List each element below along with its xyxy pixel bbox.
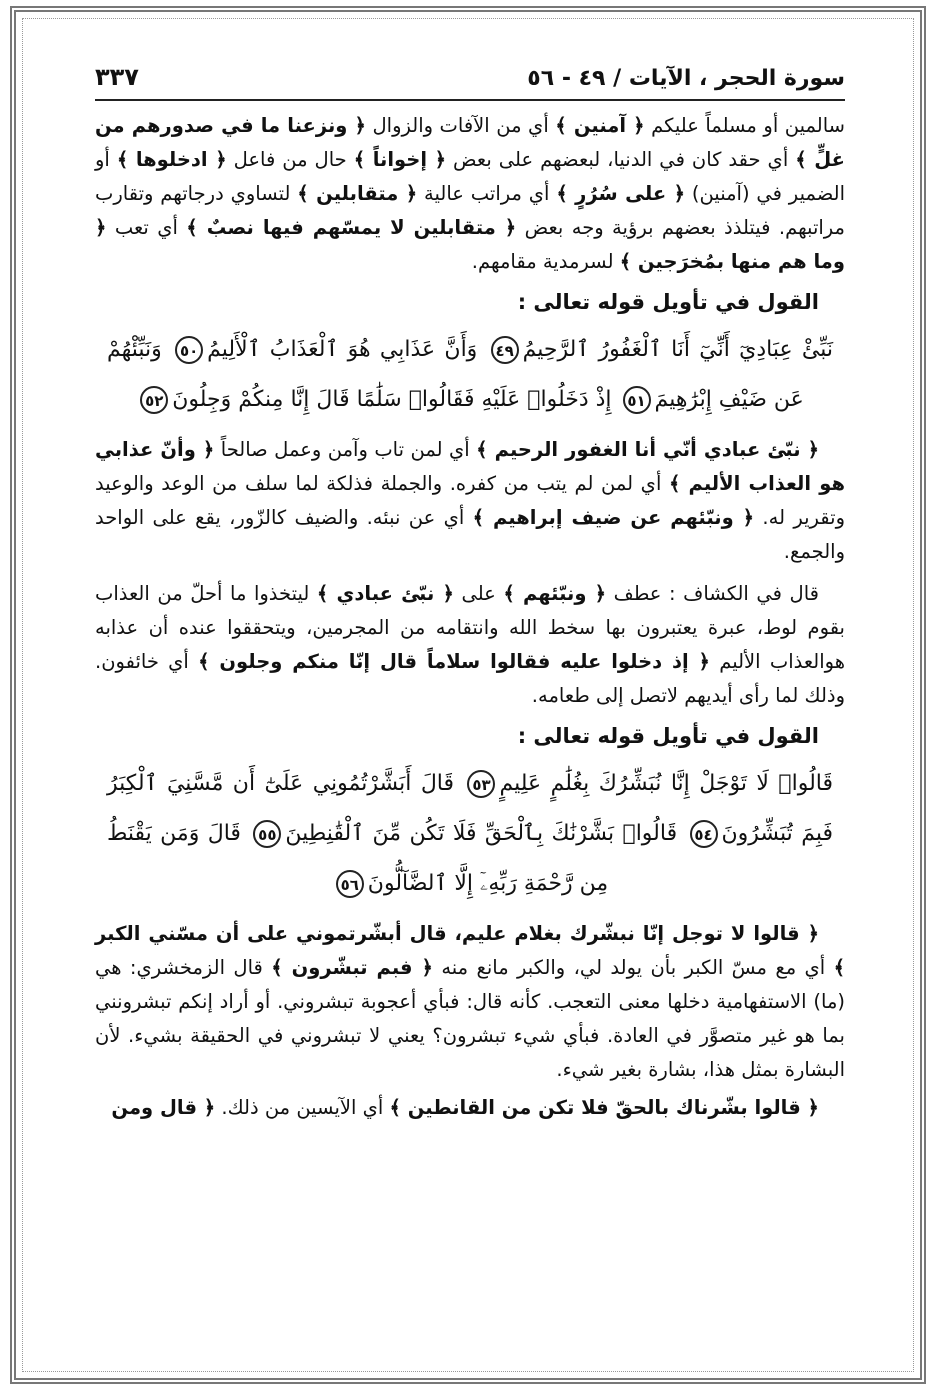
commentary-text: أي تعب	[106, 216, 187, 239]
commentary-text: أي مع مسّ الكبر بأن يولد لي، والكبر مانع منه	[432, 956, 834, 979]
verse-number-marker: ٥٥	[253, 820, 281, 848]
commentary-text: أي لمن تاب وآمن وعمل صالحاً	[214, 438, 477, 461]
quran-quote: ﴿ قال ومن	[111, 1096, 216, 1119]
quran-quote: ﴿ وما هم منها بمُخرَجين ﴾	[95, 216, 845, 273]
quran-quote: ﴿ إخواناً ﴾	[353, 148, 447, 171]
surah-title: سورة الحجر ، الآيات / ٤٩ - ٥٦	[527, 66, 845, 91]
verse-text: قَالَ أَبَشَّرْتُمُونِي عَلَىٰٓ أَن مَّسَّنِيَ ٱلْكِبَرُ فَبِمَ تُبَشِّرُونَ	[107, 771, 833, 846]
verse-number-marker: ٥٢	[140, 386, 168, 414]
verse-number-marker: ٥٤	[690, 820, 718, 848]
quran-quote: ﴿ فبم تبشّرون ﴾	[271, 956, 433, 979]
commentary-text: حال من فاعل	[226, 148, 354, 171]
quran-quote: ﴿ نبّئ عبادي أنّي أنا الغفور الرحيم ﴾	[476, 438, 820, 461]
page-number: ٣٣٧	[95, 63, 139, 91]
verse-number-marker: ٤٩	[491, 336, 519, 364]
quran-quote: ﴿ آمنين ﴾	[555, 114, 645, 137]
quran-quote: ﴿ نبّئ عبادي ﴾	[316, 582, 454, 605]
verse-text: قَالُوا۟ لَا تَوْجَلْ إِنَّا نُبَشِّرُكَ بِغُلَٰمٍ عَلِيمٍ	[499, 771, 834, 796]
verse-text: قَالُوا۟ بَشَّرْنَٰكَ بِٱلْحَقِّ فَلَا تَكُن مِّنَ ٱلْقَٰنِطِينَ	[285, 821, 678, 846]
quran-quote: ﴿ قالوا بشّرناك بالحقّ فلا تكن من القانطين ﴾	[389, 1096, 819, 1119]
commentary-text: لسرمدية مقامهم.	[471, 250, 620, 273]
commentary-text: سالمين أو مسلماً عليكم	[644, 114, 845, 137]
commentary-text: قال الزمخشري: هي (ما) الاستفهامية دخلها معنى التعجب. كأنه قال: فبأي أعجوبة تبشروني. أو أراد إنكم تبشرونني بما هو غير متصوَّر في العادة. فبأي شيء تبشرون؟ يعني لا تبشروني في الحقيقة بشيء. لأن البشارة بمثل هذا، بشارة بغير شيء.	[95, 956, 845, 1081]
paragraph-4	[95, 917, 845, 1087]
quran-quote: ﴿ إذ دخلوا عليه فقالوا سلاماً قال إنّا منكم وجلون ﴾	[198, 650, 710, 673]
quran-quote: ﴿ متقابلين لا يمسّهم فيها نصبٌ ﴾	[186, 216, 517, 239]
book-page	[95, 55, 845, 1133]
verse-number-marker: ٥١	[623, 386, 651, 414]
commentary-text: أي خائفون. وذلك لما رأى أيديهم لاتصل إلى طعامه.	[95, 650, 845, 707]
quran-quote: ﴿ ونبّئهم عن ضيف إبراهيم ﴾	[472, 506, 755, 529]
quran-quote: ﴿ ادخلوها ﴾	[116, 148, 227, 171]
paragraph-1	[95, 109, 845, 279]
commentary-text: أي حقد كان في الدنيا، لبعضهم على بعض	[446, 148, 796, 171]
verse-number-marker: ٥٠	[175, 336, 203, 364]
paragraph-5	[95, 1091, 845, 1125]
commentary-text: أو الضمير في (آمنين)	[95, 148, 845, 205]
commentary-text: على	[453, 582, 504, 605]
verse-text: وَأَنَّ عَذَابِي هُوَ ٱلْعَذَابُ ٱلْأَلِيمُ	[207, 337, 478, 362]
commentary-text: قال في الكشاف : عطف	[606, 582, 819, 605]
verse-text: وَنَبِّئْهُمْ عَن ضَيْفِ إِبْرَٰهِيمَ	[107, 337, 804, 412]
quran-quote: ﴿ ونزعنا ما في صدورهم من غلٍّ ﴾	[95, 114, 845, 171]
commentary-text: أي من الآفات والزوال	[365, 114, 556, 137]
verse-text: قَالَ وَمَن يَقْنَطُ مِن رَّحْمَةِ رَبِّهِۦٓ إِلَّا ٱلضَّآلُّونَ	[107, 821, 609, 896]
commentary-text: لتساوي درجاتهم وتقارب مراتبهم. فيتلذذ بعضهم برؤية وجه بعض	[95, 182, 845, 239]
commentary-text: أي مراتب عالية	[417, 182, 557, 205]
verse-text: نَبِّئْ عِبَادِيٓ أَنِّيٓ أَنَا ٱلْغَفُورُ ٱلرَّحِيمُ	[522, 337, 834, 362]
verse-text: إِذْ دَخَلُوا۟ عَلَيْهِ فَقَالُوا۟ سَلَٰمًا قَالَ إِنَّا مِنكُمْ وَجِلُونَ	[172, 387, 612, 412]
commentary-text: ليتخذوا ما أحلّ من العذاب بقوم لوط، عبرة يعتبرون بها سخط الله وانتقامه من المجرمين، ويتحققوا عنده أن عذابه هوالعذاب الأليم	[95, 582, 845, 673]
quran-verses-2	[107, 759, 833, 909]
commentary-text: أي عن نبئه. والضيف كالزّور، يقع على الواحد والجمع.	[95, 506, 845, 563]
paragraph-2	[95, 433, 845, 569]
section-heading-1: القول في تأويل قوله تعالى :	[517, 290, 819, 314]
quran-quote: ﴿ على سُرُرٍ ﴾	[556, 182, 686, 205]
quran-verses-1	[107, 325, 833, 425]
paragraph-3	[95, 577, 845, 713]
quran-quote: ﴿ متقابلين ﴾	[297, 182, 418, 205]
commentary-text: أي الآيسين من ذلك.	[215, 1096, 390, 1119]
quran-quote: ﴿ وأنّ عذابي هو العذاب الأليم ﴾	[95, 438, 845, 495]
commentary-text: أي لمن لم يتب من كفره. والجملة فذلكة لما سلف من الوعد والوعيد وتقرير له.	[95, 472, 846, 529]
quran-quote: ﴿ قالوا لا توجل إنّا نبشّرك بغلام عليم، قال أبشّرتموني على أن مسّني الكبر ﴾	[95, 922, 846, 979]
verse-number-marker: ٥٦	[336, 870, 364, 898]
section-heading-2: القول في تأويل قوله تعالى :	[517, 724, 819, 748]
page-header	[95, 55, 845, 101]
quran-quote: ﴿ ونبّئهم ﴾	[503, 582, 607, 605]
verse-number-marker: ٥٣	[467, 770, 495, 798]
